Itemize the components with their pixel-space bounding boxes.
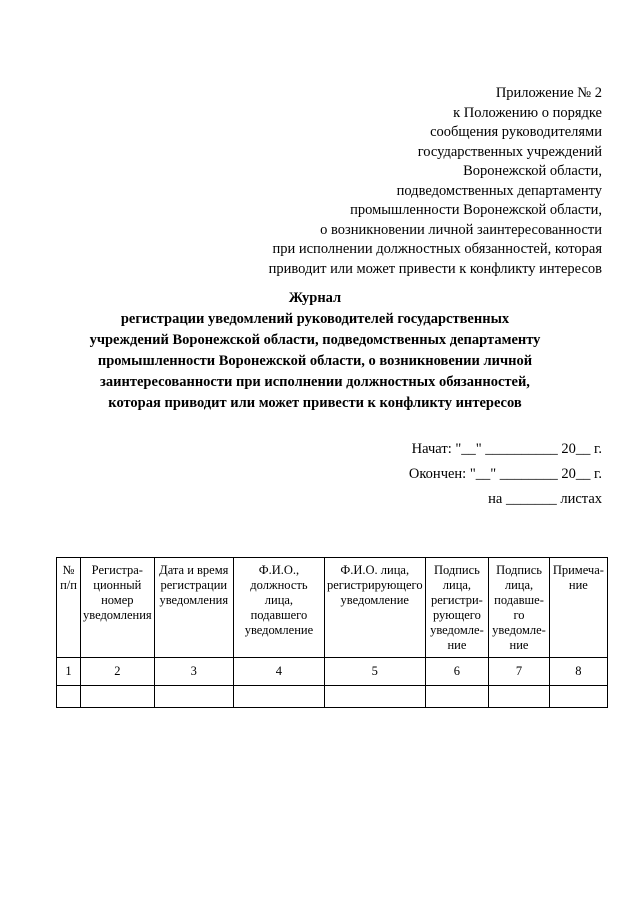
appendix-line: при исполнении должностных обязанностей, которая	[272, 241, 602, 257]
journal-title-line: заинтересованности при исполнении должностных обязанностей,	[100, 374, 530, 390]
appendix-line: Приложение № 2	[495, 85, 602, 101]
header-cell: Регистра-ционный номер уведомления	[80, 558, 154, 658]
empty-cell	[57, 686, 81, 708]
column-number-cell: 5	[324, 658, 425, 686]
column-number-cell: 2	[80, 658, 154, 686]
appendix-line: подведомственных департаменту	[396, 182, 602, 199]
appendix-line: к Положению о порядке	[453, 104, 602, 121]
appendix-line: сообщения руководителями	[430, 124, 602, 140]
header-cell: Дата и время регистрации уведомления	[154, 558, 233, 658]
empty-cell	[489, 686, 549, 708]
appendix-header	[182, 84, 602, 279]
table-header-row	[57, 558, 608, 658]
table-row	[57, 686, 608, 708]
journal-heading: Журнал	[288, 290, 342, 306]
journal-title-line: регистрации уведомлений руководителей государственных	[120, 311, 510, 327]
journal-dates	[322, 437, 602, 512]
finished-date: Окончен: "__" ________ 20__ г.	[408, 466, 602, 482]
started-date: Начат: "__" __________ 20__ г.	[411, 441, 602, 457]
header-cell: Ф.И.О., должность лица, подавшего уведомление	[233, 558, 324, 658]
journal-title	[89, 288, 541, 414]
header-cell: Подпись лица, регистри-рующего уведомле-ние	[425, 558, 489, 658]
column-number-cell: 8	[549, 658, 607, 686]
column-number-cell: 4	[233, 658, 324, 686]
empty-cell	[549, 686, 607, 708]
column-number-cell: 6	[425, 658, 489, 686]
journal-title-line: учреждений Воронежской области, подведомственных департаменту	[89, 332, 541, 348]
appendix-line: промышленности Воронежской области,	[350, 202, 602, 218]
sheet-count: на _______ листах	[488, 491, 602, 507]
header-cell: Примеча-ние	[549, 558, 607, 658]
registration-table	[56, 557, 608, 708]
column-number-row	[57, 658, 608, 686]
header-cell: Подпись лица, подавше-го уведомле-ние	[489, 558, 549, 658]
empty-cell	[80, 686, 154, 708]
appendix-line: приводит или может привести к конфликту интересов	[268, 260, 602, 277]
column-number-cell: 1	[57, 658, 81, 686]
empty-cell	[233, 686, 324, 708]
empty-cell	[154, 686, 233, 708]
appendix-line: Воронежской области,	[463, 163, 602, 179]
empty-cell	[324, 686, 425, 708]
column-number-cell: 7	[489, 658, 549, 686]
empty-cell	[425, 686, 489, 708]
appendix-line: государственных учреждений	[417, 143, 602, 160]
column-number-cell: 3	[154, 658, 233, 686]
header-cell: № п/п	[57, 558, 81, 658]
header-cell: Ф.И.О. лица, регистрирующего уведомление	[324, 558, 425, 658]
journal-title-line: промышленности Воронежской области, о возникновении личной	[97, 353, 533, 369]
journal-title-line: которая приводит или может привести к конфликту интересов	[108, 395, 522, 411]
appendix-line: о возникновении личной заинтересованности	[320, 221, 602, 238]
